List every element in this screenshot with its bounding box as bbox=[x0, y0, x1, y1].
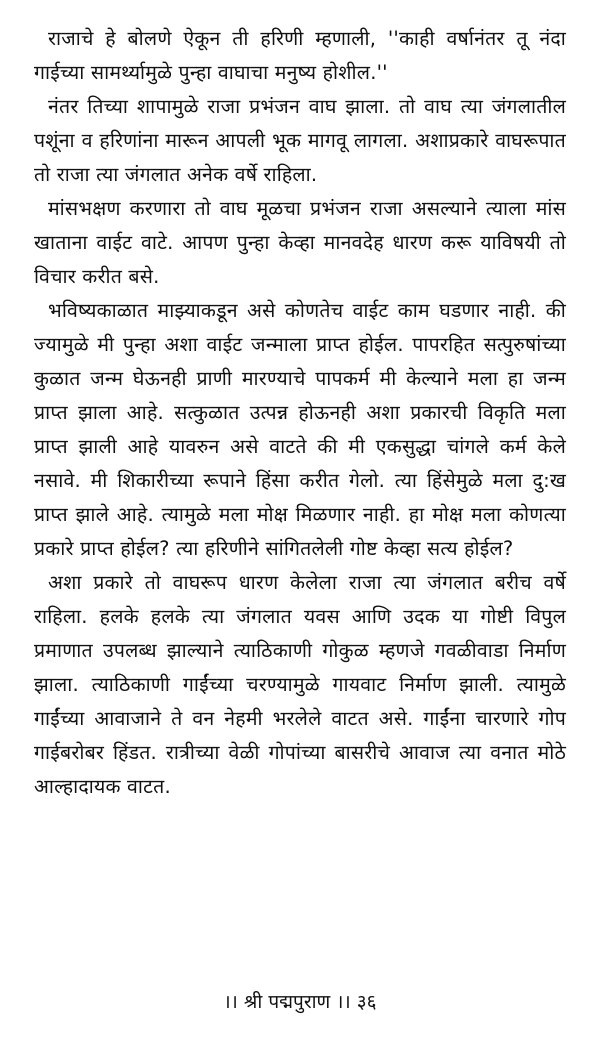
paragraph-5: अशा प्रकारे तो वाघरूप धारण केलेला राजा त्या जंगलात बरीच वर्षे राहिला. हलके हलके त्या जंगलात यवस आणि उदक या गोष्टी विपुल प्रमाणात उपलब्ध झाल्याने त्याठिकाणी गोकुळ म्हणजे गवळीवाडा निर्माण झाला. त्याठिकाणी गाईंच्या चरण्यामुळे गायवाट निर्माण झाली. त्यामुळे गाईंच्या आवाजाने ते वन नेहमी भरलेले वाटत असे. गाईंना चारणारे गोप गाईबरोबर हिंडत. रात्रीच्या वेळी गोपांच्या बासरीचे आवाज त्या वनात मोठे आल्हादायक वाटत. bbox=[34, 571, 566, 798]
paragraph-1: राजाचे हे बोलणे ऐकून ती हरिणी म्हणाली, ''काही वर्षानंतर तू नंदा गाईच्या सामर्थ्यामुळे पुन्हा वाघाचा मनुष्य होशील.'' bbox=[34, 27, 566, 84]
paragraph-4: भविष्यकाळात माझ्याकडून असे कोणतेच वाईट काम घडणार नाही. की ज्यामुळे मी पुन्हा अशा वाईट जन्माला प्राप्त होईल. पापरहित सत्पुरुषांच्या कुळात जन्म घेऊनही प्राणी मारण्याचे पापकर्म मी केल्याने मला हा जन्म प्राप्त झाला आहे. सत्कुळात उत्पन्न होऊनही अशा प्रकारची विकृति मला प्राप्त झाली आहे यावरुन असे वाटते की मी एकसुद्धा चांगले कर्म केले नसावे. मी शिकारीच्या रूपाने हिंसा करीत गेलो. त्या हिंसेमुळे मला दु:ख प्राप्त झाले आहे. त्यामुळे मला मोक्ष मिळणार नाही. हा मोक्ष मला कोणत्या प्रकारे प्राप्त होईल? त्या हरिणीने सांगितलेली गोष्ट केव्हा सत्य होईल? bbox=[34, 299, 566, 560]
page-footer: ।। श्री पद्मपुराण ।। ३६ bbox=[223, 991, 377, 1013]
paragraph-2: नंतर तिच्या शापामुळे राजा प्रभंजन वाघ झाला. तो वाघ त्या जंगलातील पशूंना व हरिणांना मारून आपली भूक मागवू लागला. अशाप्रकारे वाघरूपात तो राजा त्या जंगलात अनेक वर्षे राहिला. bbox=[34, 95, 566, 186]
paragraph-3: मांसभक्षण करणारा तो वाघ मूळचा प्रभंजन राजा असल्याने त्याला मांस खाताना वाईट वाटे. आपण पुन्हा केव्हा मानवदेह धारण करू याविषयी तो विचार करीत बसे. bbox=[34, 197, 566, 288]
